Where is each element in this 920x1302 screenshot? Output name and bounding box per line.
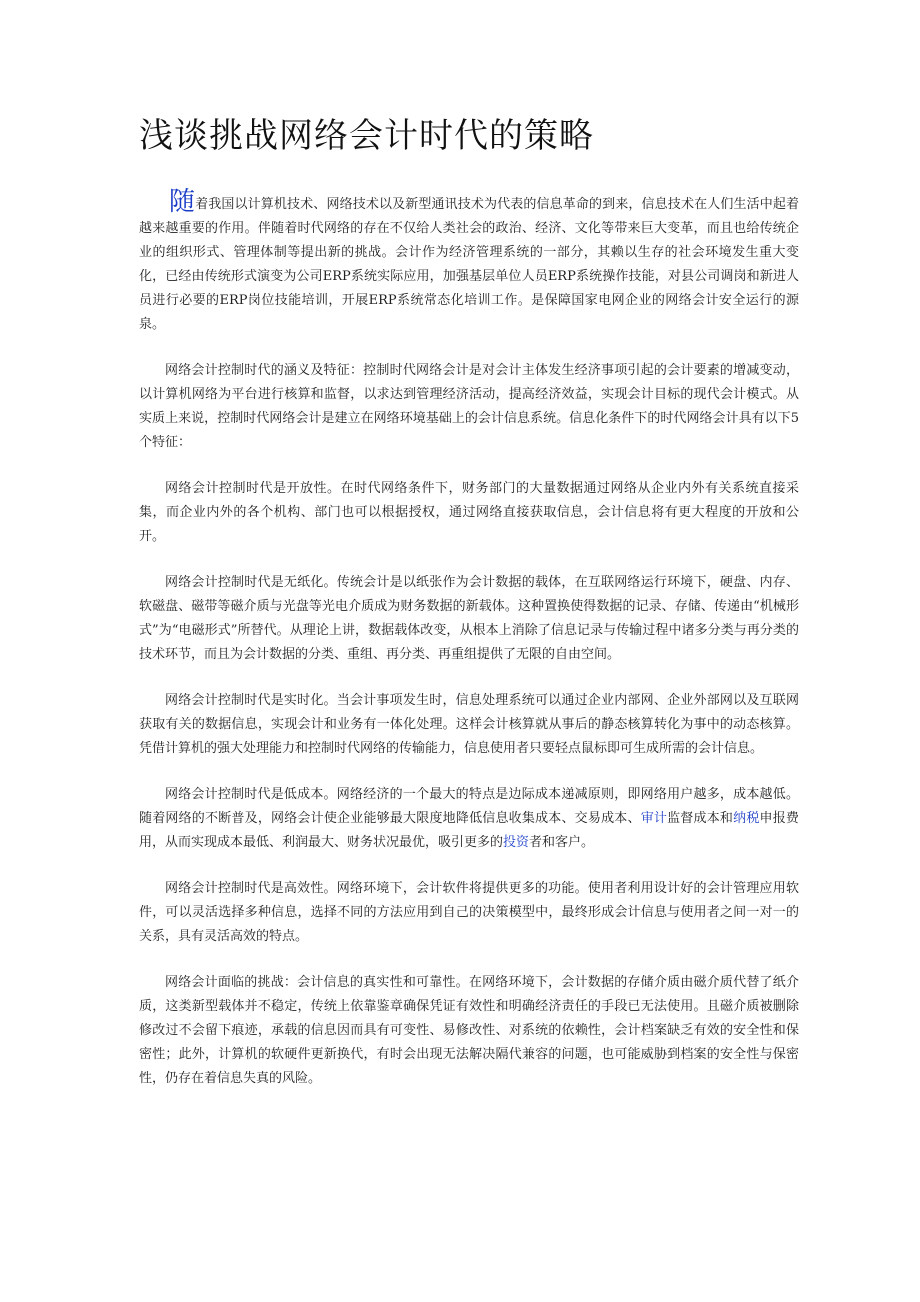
paragraph-efficiency: 网络会计控制时代是高效性。网络环境下，会计软件将提供更多的功能。使用者利用设计好的会计管理应用软件，可以灵活选择多种信息，选择不同的方法应用到自己的决策模型中，最终形成会计信息与使用者之间一对一的关系，具有灵活高效的特点。 <box>139 881 799 944</box>
link-investment[interactable]: 投资 <box>503 835 530 850</box>
paragraph-low-cost-part1: 网络会计控制时代是低成本。网络经济的一个最大的特点是边际成本递减原则，即网络用户越多，成本越低。随着网络的不断普及，网络会计使企业能够最大限度地降低信息收集成本、交易成本、 <box>139 787 799 826</box>
paragraph-gap <box>139 761 799 783</box>
document-page <box>139 112 799 1091</box>
paragraph-intro-text: 着我国以计算机技术、网络技术以及新型通讯技术为代表的信息革命的到来，信息技术在人们生活中起着越来越重要的作用。伴随着时代网络的存在不仅给人类社会的政治、经济、文化等带来巨大变革，而且也给传统企业的组织形式、管理体制等提出新的挑战。会计作为经济管理系统的一部分，其赖以生存的社会环境发生重大变化，已经由传统形式演变为公司ERP系统实际应用，加强基层单位人员ERP系统操作技能，对县公司调岗和新进人员进行必要的ERP岗位技能培训，开展ERP系统常态化培训工作。是保障国家电网企业的网络会计安全运行的源泉。 <box>139 197 799 332</box>
paragraph-challenges: 网络会计面临的挑战：会计信息的真实性和可靠性。在网络环境下，会计数据的存储介质由磁介质代替了纸介质，这类新型载体并不稳定，传统上依靠鉴章确保凭证有效性和明确经济责任的手段已无法使用。且磁介质被删除修改过不会留下痕迹，承载的信息因而具有可变性、易修改性、对系统的依赖性，会计档案缺乏有效的安全性和保密性；此外，计算机的软硬件更新换代，有时会出现无法解决隔代兼容的问题，也可能威胁到档案的安全性与保密性，仍存在着信息失真的风险。 <box>139 975 799 1086</box>
paragraph-gap <box>139 667 799 689</box>
paragraph-gap <box>139 949 799 971</box>
paragraph-gap <box>139 855 799 877</box>
paragraph-definition: 网络会计控制时代的涵义及特征：控制时代网络会计是对会计主体发生经济事项引起的会计要素的增减变动，以计算机网络为平台进行核算和监督，以求达到管理经济活动，提高经济效益，实现会计目标的现代会计模式。从实质上来说，控制时代网络会计是建立在网络环境基础上的会计信息系统。信息化条件下的时代网络会计具有以下5个特征： <box>139 363 799 450</box>
paragraph-low-cost-part4: 者和客户。 <box>529 835 595 850</box>
paragraph-gap <box>139 455 799 477</box>
paragraph-gap <box>139 337 799 359</box>
paragraph-paperless: 网络会计控制时代是无纸化。传统会计是以纸张作为会计数据的载体，在互联网络运行环境下，硬盘、内存、软磁盘、磁带等磁介质与光盘等光电介质成为财务数据的新载体。这种置换使得数据的记录、存储、传递由“机械形式”为“电磁形式”所替代。从理论上讲，数据载体改变，从根本上消除了信息记录与传输过程中诸多分类与再分类的技术环节，而且为会计数据的分类、重组、再分类、再重组提供了无限的自由空间。 <box>139 575 799 662</box>
paragraph-gap <box>139 549 799 571</box>
paragraph-low-cost-part2: 监督成本和 <box>667 811 734 826</box>
page-title: 浅谈挑战网络会计时代的策略 <box>139 116 594 156</box>
paragraph-low-cost-part3: 申报费用，从而实现成本最低、利润最大、财务状况最优，吸引更多的 <box>139 811 799 850</box>
paragraph-openness: 网络会计控制时代是开放性。在时代网络条件下，财务部门的大量数据通过网络从企业内外有关系统直接采集，而企业内外的各个机构、部门也可以根据授权，通过网络直接获取信息，会计信息将有更大程度的开放和公开。 <box>139 481 799 544</box>
paragraph-intro <box>139 187 799 337</box>
paragraph-realtime: 网络会计控制时代是实时化。当会计事项发生时，信息处理系统可以通过企业内部网、企业外部网以及互联网获取有关的数据信息，实现会计和业务有一体化处理。这样会计核算就从事后的静态核算转化为事中的动态核算。凭借计算机的强大处理能力和控制时代网络的传输能力，信息使用者只要轻点鼠标即可生成所需的会计信息。 <box>139 693 799 756</box>
link-tax[interactable]: 纳税 <box>733 811 760 826</box>
drop-cap: 随 <box>169 187 196 217</box>
link-audit[interactable]: 审计 <box>640 811 668 826</box>
paragraph-low-cost <box>139 783 799 855</box>
